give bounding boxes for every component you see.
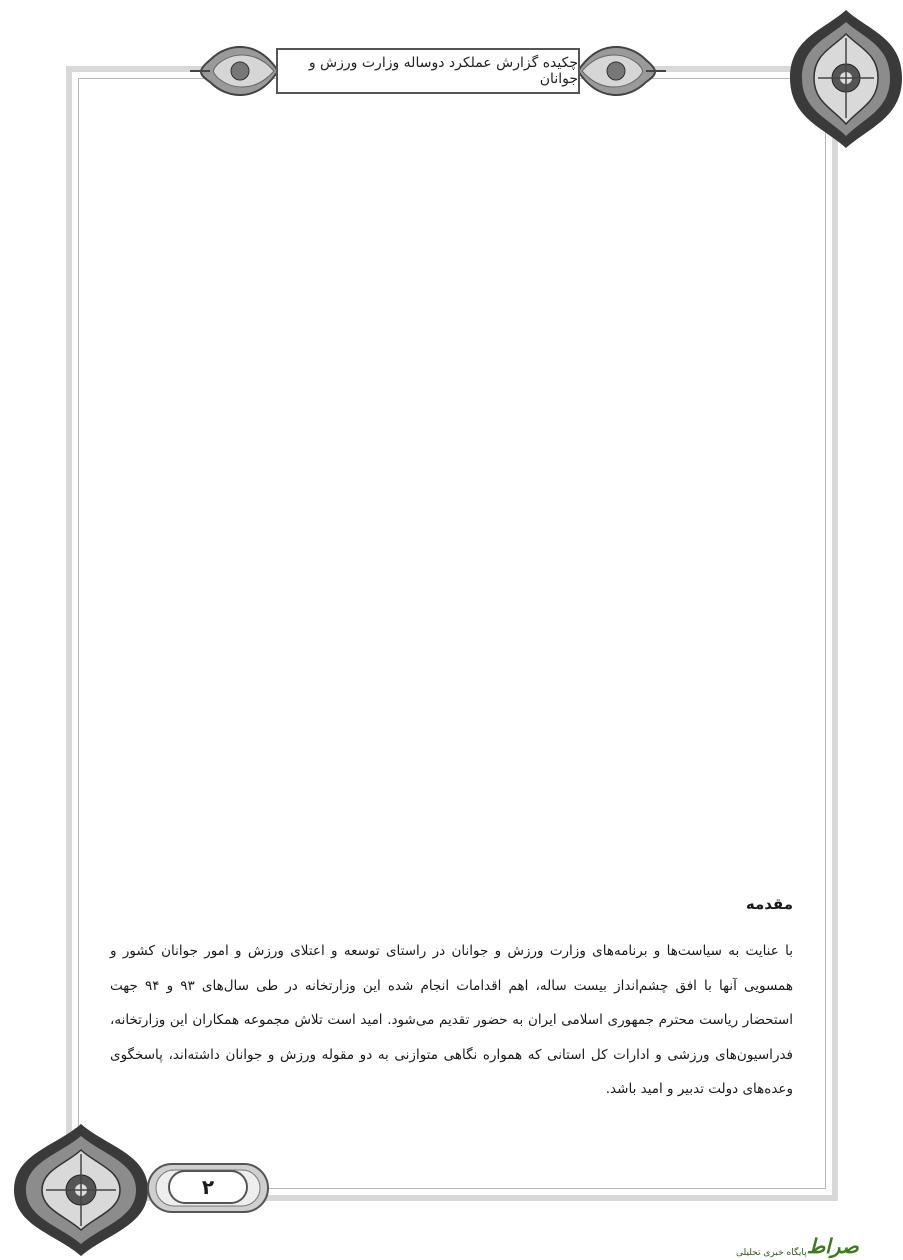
watermark-tagline: پایگاه خبری تحلیلی <box>736 1248 807 1258</box>
intro-paragraph: با عنایت به سیاست‌ها و برنامه‌های وزارت ورزش و جوانان در راستای توسعه و اعتلای ورزش و امور جوانان کشور و همسویی آنها با افق چشم‌انداز بیست ساله، اهم اقدامات انجام شده این وزارتخانه در طی سال‌های ۹۳ و ۹۴ جهت استحضار ریاست محترم جمهوری اسلامی ایران به حضور تقدیم می‌شود. امید است تلاش مجموعه همکاران این وزارتخانه، فدراسیون‌های ورزشی و ادارات کل استانی که همواره نگاهی متوازنی به دو مقوله ورزش و جوانان داشته‌اند، پاسخگوی وعده‌های دولت تدبیر و امید باشد. <box>110 943 793 1097</box>
corner-rosette-icon <box>10 1120 152 1260</box>
header-cartouche <box>188 30 668 112</box>
page-number-box <box>168 1170 248 1204</box>
page-number: ۲ <box>201 1175 215 1199</box>
site-watermark <box>732 1226 900 1258</box>
watermark-logo: صراط <box>806 1234 859 1258</box>
document-title: چکیده گزارش عملکرد دوساله وزارت ورزش و جوانان <box>308 55 578 87</box>
section-heading: مقدمه <box>745 895 793 913</box>
header-title-box <box>276 48 580 94</box>
page-number-cartouche <box>146 1160 270 1216</box>
corner-rosette-icon <box>788 8 903 150</box>
